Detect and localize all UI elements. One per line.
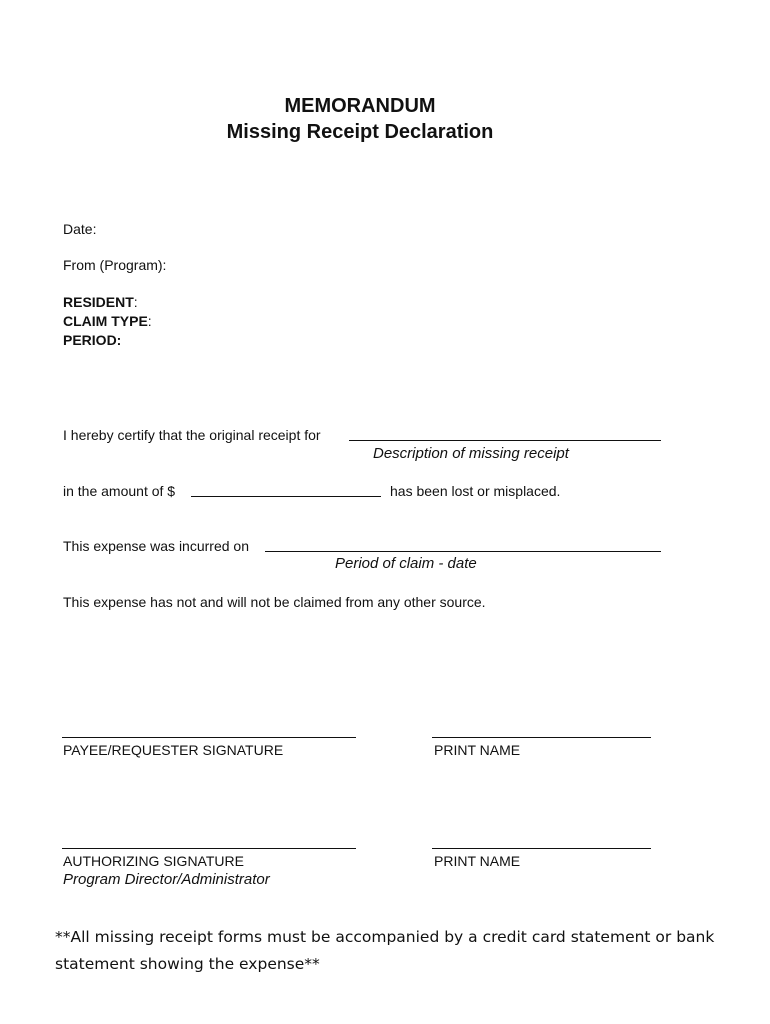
authorizing-signature-label: AUTHORIZING SIGNATURE xyxy=(63,853,244,869)
certify-text: I hereby certify that the original receipt for xyxy=(63,427,321,443)
from-program-label: From (Program): xyxy=(63,257,167,273)
amount-line[interactable] xyxy=(191,496,381,497)
claim-type-colon: : xyxy=(147,313,152,329)
period-label: PERIOD: xyxy=(63,332,122,348)
footer-note: **All missing receipt forms must be accompanied by a credit card statement or bank statement showing the expense** xyxy=(55,928,715,973)
page-subtitle: Missing Receipt Declaration xyxy=(226,121,494,143)
page-title: MEMORANDUM xyxy=(284,95,436,117)
payee-signature-line[interactable] xyxy=(62,737,356,738)
description-caption: Description of missing receipt xyxy=(373,445,569,462)
resident-label xyxy=(63,294,138,310)
payee-signature-label: PAYEE/REQUESTER SIGNATURE xyxy=(63,742,284,758)
print-name-line-2[interactable] xyxy=(432,848,651,849)
print-name-line-1[interactable] xyxy=(432,737,651,738)
incurred-line[interactable] xyxy=(265,551,661,552)
authorizing-role: Program Director/Administrator xyxy=(63,871,270,888)
claim-type-label-text: CLAIM TYPE xyxy=(63,313,148,329)
resident-colon: : xyxy=(133,294,138,310)
date-label: Date: xyxy=(63,221,97,237)
print-name-label-1: PRINT NAME xyxy=(434,742,521,758)
amount-suffix: has been lost or misplaced. xyxy=(390,483,561,499)
authorizing-signature-line[interactable] xyxy=(62,848,356,849)
description-line[interactable] xyxy=(349,440,661,441)
claim-type-label xyxy=(63,313,152,329)
resident-label-text: RESIDENT xyxy=(63,294,134,310)
print-name-label-2: PRINT NAME xyxy=(434,853,521,869)
incurred-text: This expense was incurred on xyxy=(63,538,249,554)
period-caption: Period of claim - date xyxy=(335,555,477,572)
amount-prefix: in the amount of $ xyxy=(63,483,176,499)
not-claimed-text: This expense has not and will not be claimed from any other source. xyxy=(63,594,486,610)
